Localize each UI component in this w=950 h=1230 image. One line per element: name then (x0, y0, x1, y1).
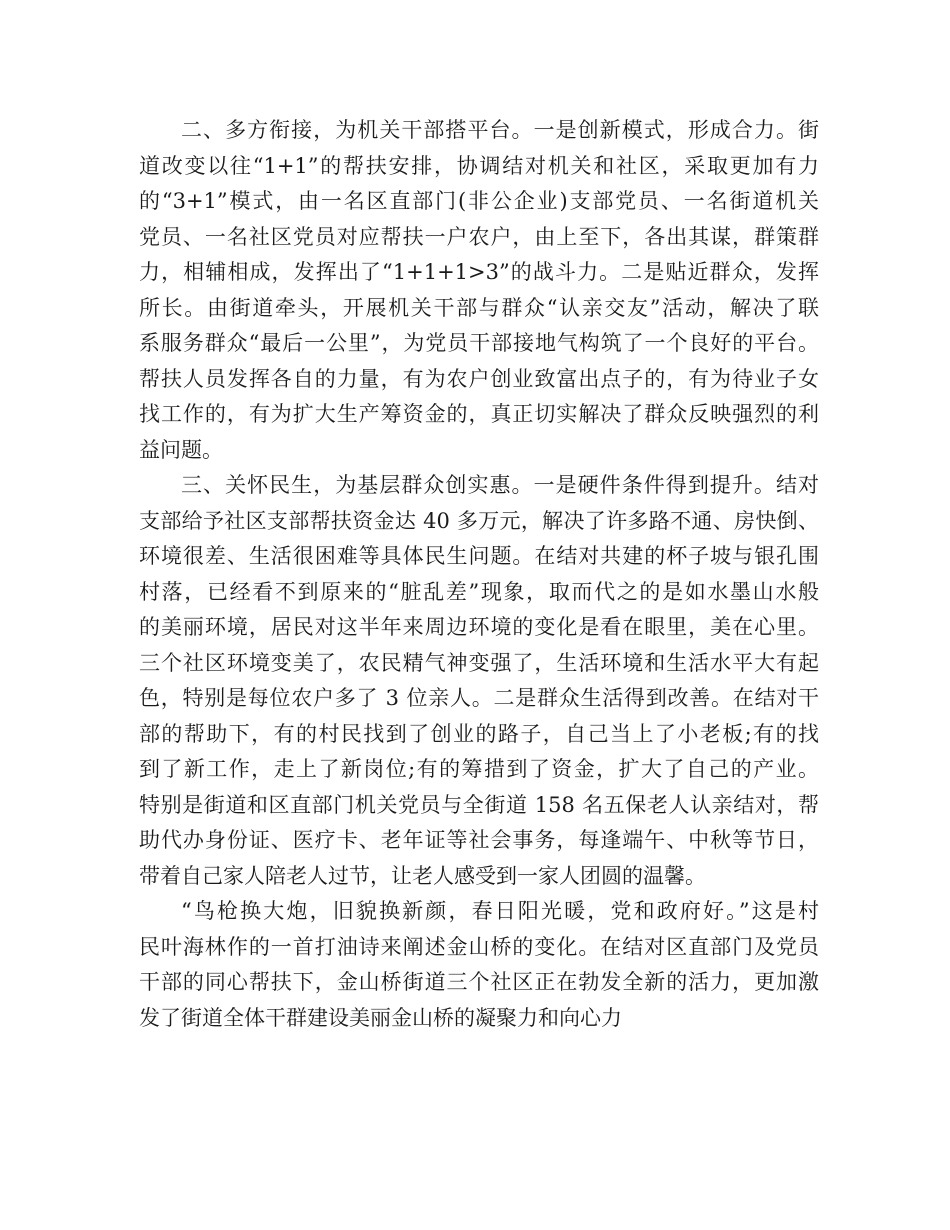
paragraph-line: 的“3+1”模式，由一名区直部门(非公企业)支部党员、一名街道机关 (139, 189, 819, 213)
paragraph-line: 党员、一名社区党员对应帮扶一户农户，由上至下，各出其谋，群策群 (139, 224, 819, 249)
paragraph-line: 的美丽环境，居民对这半年来周边环境的变化是看在眼里，美在心里。 (139, 615, 819, 639)
document-body (139, 113, 819, 1036)
paragraph-line: 到了新工作，走上了新岗位;有的筹措到了资金，扩大了自己的产业。 (139, 757, 819, 781)
paragraph-line: 二、多方衔接，为机关干部搭平台。一是创新模式，形成合力。街 (181, 118, 819, 142)
paragraph-line: 部的帮助下，有的村民找到了创业的路子，自己当上了小老板;有的找 (139, 721, 819, 746)
paragraph-line: 帮扶人员发挥各自的力量，有为农户创业致富出点子的，有为待业子女 (139, 366, 819, 391)
paragraph-line: 三个社区环境变美了，农民精气神变强了，生活环境和生活水平大有起 (139, 650, 819, 675)
paragraph-line: 助代办身份证、医疗卡、老年证等社会事务，每逢端午、中秋等节日， (139, 828, 819, 852)
paragraph-line: 道改变以往“1+1”的帮扶安排，协调结对机关和社区，采取更加有力 (139, 153, 819, 178)
paragraph-line: 干部的同心帮扶下，金山桥街道三个社区正在勃发全新的活力，更加激 (139, 970, 819, 994)
paragraph-line: 找工作的，有为扩大生产筹资金的，真正切实解决了群众反映强烈的利 (139, 402, 819, 426)
paragraph-line: 环境很差、生活很困难等具体民生问题。在结对共建的杯子坡与银孔围 (139, 544, 819, 568)
paragraph-line: 村落，已经看不到原来的“脏乱差”现象，取而代之的是如水墨山水般 (139, 579, 819, 604)
paragraph-line: 带着自己家人陪老人过节，让老人感受到一家人团圆的温馨。 (139, 863, 706, 888)
paragraph-line: 民叶海林作的一首打油诗来阐述金山桥的变化。在结对区直部门及党员 (139, 934, 819, 959)
paragraph-line: 所长。由街道牵头，开展机关干部与群众“认亲交友”活动，解决了联 (139, 295, 819, 320)
paragraph-line: 特别是街道和区直部门机关党员与全街道 158 名五保老人认亲结对，帮 (139, 792, 819, 817)
paragraph-2 (139, 468, 819, 894)
paragraph-line: 发了街道全体干群建设美丽金山桥的凝聚力和向心力 (139, 1005, 622, 1030)
paragraph-line: 益问题。 (139, 437, 223, 462)
paragraph-3 (139, 894, 819, 1036)
paragraph-line: 系服务群众“最后一公里”，为党员干部接地气构筑了一个良好的平台。 (139, 331, 819, 355)
paragraph-line: 支部给予社区支部帮扶资金达 40 多万元，解决了许多路不通、房快倒、 (139, 508, 819, 533)
paragraph-line: 力，相辅相成，发挥出了“1+1+1>3”的战斗力。二是贴近群众，发挥 (139, 260, 819, 284)
paragraph-line: “鸟枪换大炮，旧貌换新颜，春日阳光暖，党和政府好。”这是村 (181, 899, 819, 923)
paragraph-line: 三、关怀民生，为基层群众创实惠。一是硬件条件得到提升。结对 (181, 473, 819, 497)
paragraph-line: 色，特别是每位农户多了 3 位亲人。二是群众生活得到改善。在结对干 (139, 686, 819, 710)
paragraph-1 (139, 113, 819, 468)
